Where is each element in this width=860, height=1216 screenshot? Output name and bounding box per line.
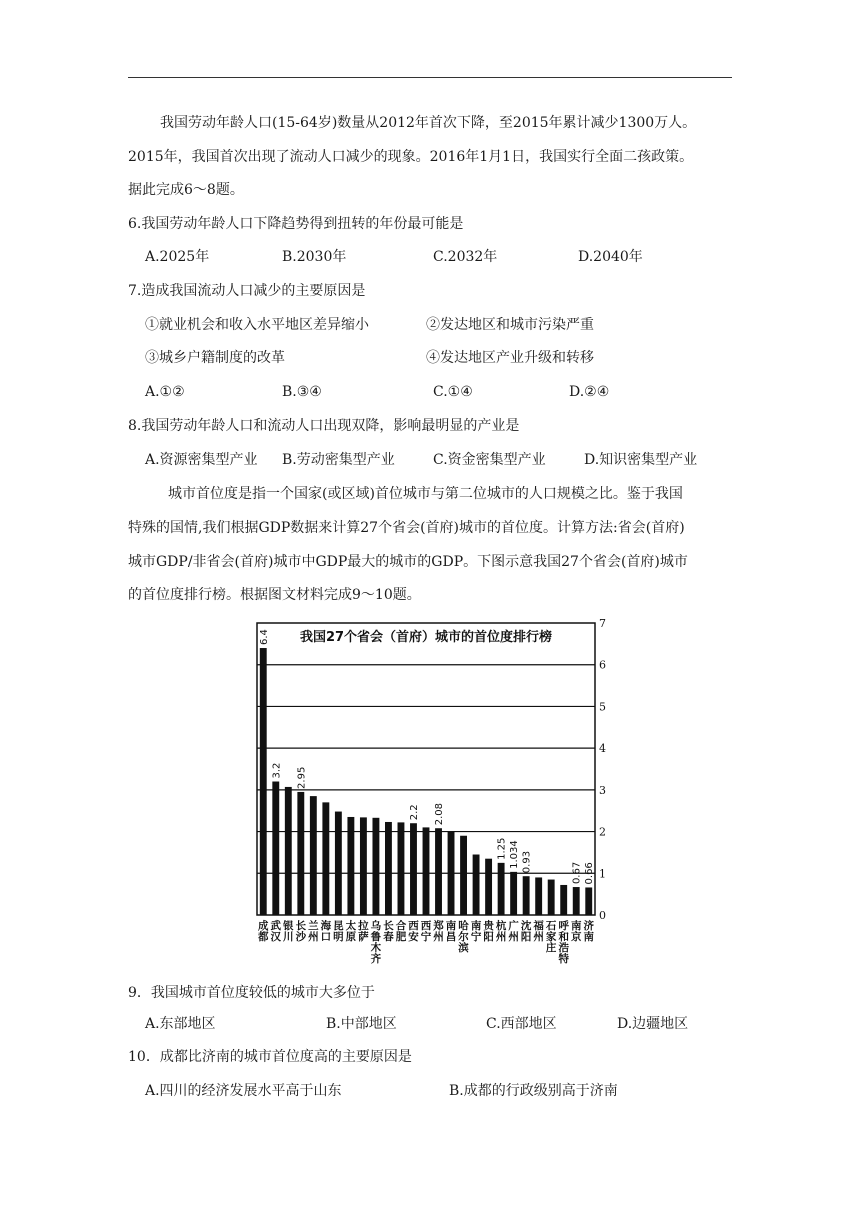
q9-option-d: D.边疆地区 [617, 1016, 689, 1032]
primacy-chart [248, 617, 606, 969]
bar [285, 787, 292, 915]
bar [335, 812, 342, 915]
y-tick-label: 7 [599, 617, 606, 630]
category-label-char: 银 [283, 920, 294, 932]
category-label-char: 西 [420, 920, 432, 932]
q7-statement-3: ③城乡户籍制度的改革 [145, 350, 285, 366]
bar [585, 887, 592, 915]
data-label: 1.034 [509, 840, 521, 869]
category-label-char: 尔 [458, 931, 469, 943]
intro1-line2: 2015年，我国首次出现了流动人口减少的现象。2016年1月1日，我国实行全面二孩政策。 [128, 149, 694, 165]
bar [473, 855, 480, 915]
category-label-char: 齐 [370, 953, 382, 965]
bar [548, 880, 555, 915]
category-label-char: 海 [320, 920, 332, 932]
y-tick-label: 3 [599, 783, 606, 797]
data-label: 2.08 [434, 802, 446, 826]
category-label-char: 乌 [370, 920, 382, 932]
category-label-char: 南 [445, 920, 457, 932]
category-label-char: 石 [545, 920, 557, 932]
category-label-char: 宁 [470, 931, 482, 943]
category-label-char: 浩 [558, 942, 569, 954]
bar [573, 887, 580, 915]
category-label-char: 沙 [295, 931, 307, 943]
category-label-char: 福 [533, 920, 544, 932]
bar [448, 832, 455, 915]
bar [385, 822, 392, 915]
bar [423, 827, 430, 915]
q8-option-c: C.资金密集型产业 [433, 452, 546, 468]
category-label-char: 兰 [308, 920, 319, 932]
bar [310, 796, 317, 915]
category-label-char: 口 [320, 931, 332, 943]
category-label-char: 州 [433, 931, 444, 943]
bar [322, 802, 329, 915]
q7-option-b: B.③④ [282, 384, 322, 400]
q6-option-c: C.2032年 [433, 249, 498, 265]
category-label-char: 长 [383, 920, 394, 932]
bar [260, 648, 267, 915]
q6-stem: 6.我国劳动年龄人口下降趋势得到扭转的年份最可能是 [128, 216, 464, 232]
bar [523, 876, 530, 915]
q7-statement-4: ④发达地区产业升级和转移 [426, 350, 594, 366]
q7-option-c: C.①④ [433, 384, 473, 400]
y-tick-label: 0 [599, 909, 606, 922]
y-tick-label: 6 [599, 658, 606, 672]
intro2-line4: 的首位度排行榜。根据图文材料完成9～10题。 [128, 587, 421, 603]
category-label-char: 昆 [333, 920, 344, 932]
category-label-char: 太 [345, 920, 357, 932]
category-label-char: 贵 [483, 920, 494, 932]
category-label-char: 郑 [433, 920, 444, 932]
category-label-char: 昌 [445, 931, 457, 943]
data-label: 6.4 [258, 629, 270, 646]
category-label-char: 都 [258, 931, 269, 943]
category-label-char: 明 [333, 931, 344, 943]
q9-option-c: C.西部地区 [486, 1016, 557, 1032]
q10-stem: 10．成都比济南的城市首位度高的主要原因是 [128, 1049, 412, 1065]
category-label-char: 萨 [358, 931, 369, 943]
category-label-char: 滨 [458, 942, 469, 954]
primacy-chart-svg [248, 617, 606, 969]
y-tick-label: 4 [599, 742, 606, 756]
category-label-char: 特 [558, 953, 569, 965]
q6-option-d: D.2040年 [578, 249, 643, 265]
q8-stem: 8.我国劳动年龄人口和流动人口出现双降，影响最明显的产业是 [128, 418, 520, 434]
category-label-char: 哈 [458, 920, 469, 932]
data-label: 0.67 [571, 861, 583, 885]
category-label-char: 州 [308, 931, 319, 943]
intro2-line2: 特殊的国情,我们根据GDP数据来计算27个省会(首府)城市的首位度。计算方法:省会(首府) [128, 520, 685, 536]
y-tick-label: 5 [599, 700, 606, 714]
bar [498, 863, 505, 915]
bar [410, 823, 417, 915]
q8-option-b: B.劳动密集型产业 [282, 452, 395, 468]
category-label-char: 原 [345, 931, 357, 943]
chart-title: 我国27个省会（首府）城市的首位度排行榜 [299, 630, 553, 645]
bar [372, 818, 379, 915]
data-label: 2.2 [408, 804, 420, 821]
y-tick-label: 1 [599, 867, 606, 881]
category-label-char: 南 [570, 920, 582, 932]
data-label: 0.93 [521, 850, 533, 874]
q6-option-a: A.2025年 [145, 249, 210, 265]
category-label-char: 呼 [558, 920, 569, 932]
intro2-line3: 城市GDP/非省会(首府)城市中GDP最大的城市的GDP。下图示意我国27个省会(首府)城市 [128, 554, 688, 570]
bar [272, 782, 279, 915]
top-rule [128, 77, 732, 78]
y-tick-label: 2 [599, 825, 606, 839]
category-label-char: 川 [283, 931, 294, 943]
bar [297, 792, 304, 915]
bar [398, 822, 405, 915]
data-label: 0.66 [584, 862, 596, 885]
data-label: 3.2 [271, 762, 283, 779]
q7-stem: 7.造成我国流动人口减少的主要原因是 [128, 283, 366, 299]
q9-option-a: A.东部地区 [145, 1016, 216, 1032]
q8-option-a: A.资源密集型产业 [145, 452, 258, 468]
category-label-char: 济 [583, 920, 594, 932]
intro2-line1: 城市首位度是指一个国家(或区域)首位城市与第二位城市的人口规模之比。鉴于我国 [168, 486, 683, 502]
category-label-char: 成 [258, 920, 269, 932]
q10-option-a: A.四川的经济发展水平高于山东 [145, 1083, 342, 1099]
category-label-char: 肥 [395, 931, 407, 943]
category-label-char: 汉 [270, 931, 282, 943]
bar [347, 817, 354, 915]
category-label-char: 京 [570, 931, 582, 943]
data-label: 1.25 [496, 837, 508, 860]
category-label-char: 鲁 [370, 931, 382, 943]
category-label-char: 木 [370, 942, 382, 954]
category-label-char: 沈 [520, 920, 532, 932]
bar [435, 828, 442, 915]
category-label-char: 长 [295, 920, 307, 932]
category-label-char: 南 [470, 920, 482, 932]
q10-option-b: B.成都的行政级别高于济南 [449, 1083, 618, 1099]
intro1-line1: 我国劳动年龄人口(15-64岁)数量从2012年首次下降，至2015年累计减少1300万人。 [160, 115, 697, 131]
category-label-char: 西 [408, 920, 419, 932]
data-label: 2.95 [296, 766, 308, 789]
bar [360, 817, 367, 915]
q7-statement-1: ①就业机会和收入水平地区差异缩小 [145, 317, 369, 333]
q7-option-a: A.①② [145, 384, 185, 400]
category-label-char: 阳 [483, 931, 494, 943]
category-label-char: 州 [508, 931, 519, 943]
bar [560, 885, 567, 915]
category-label-char: 家 [545, 931, 557, 943]
q9-stem: 9．我国城市首位度较低的城市大多位于 [128, 985, 375, 1001]
category-label-char: 合 [395, 920, 407, 932]
category-label-char: 和 [558, 931, 569, 943]
category-label-char: 州 [533, 931, 544, 943]
bar [460, 836, 467, 915]
q8-option-d: D.知识密集型产业 [584, 452, 698, 468]
category-label-char: 广 [508, 920, 519, 932]
category-label-char: 宁 [420, 931, 432, 943]
bar [510, 872, 517, 915]
bar [535, 877, 542, 915]
category-label-char: 南 [583, 931, 594, 943]
category-label-char: 阳 [520, 931, 532, 943]
category-label-char: 州 [495, 931, 507, 943]
category-label-char: 安 [408, 931, 419, 943]
category-label-char: 武 [270, 920, 282, 932]
category-label-char: 庄 [545, 942, 557, 954]
category-label-char: 杭 [495, 920, 507, 932]
q9-option-b: B.中部地区 [326, 1016, 397, 1032]
q7-statement-2: ②发达地区和城市污染严重 [426, 317, 594, 333]
bar [485, 859, 492, 915]
q6-option-b: B.2030年 [282, 249, 347, 265]
category-label-char: 春 [383, 931, 394, 943]
category-label-char: 拉 [358, 920, 369, 932]
intro1-line3: 据此完成6～8题。 [128, 182, 244, 198]
q7-option-d: D.②④ [569, 384, 610, 400]
